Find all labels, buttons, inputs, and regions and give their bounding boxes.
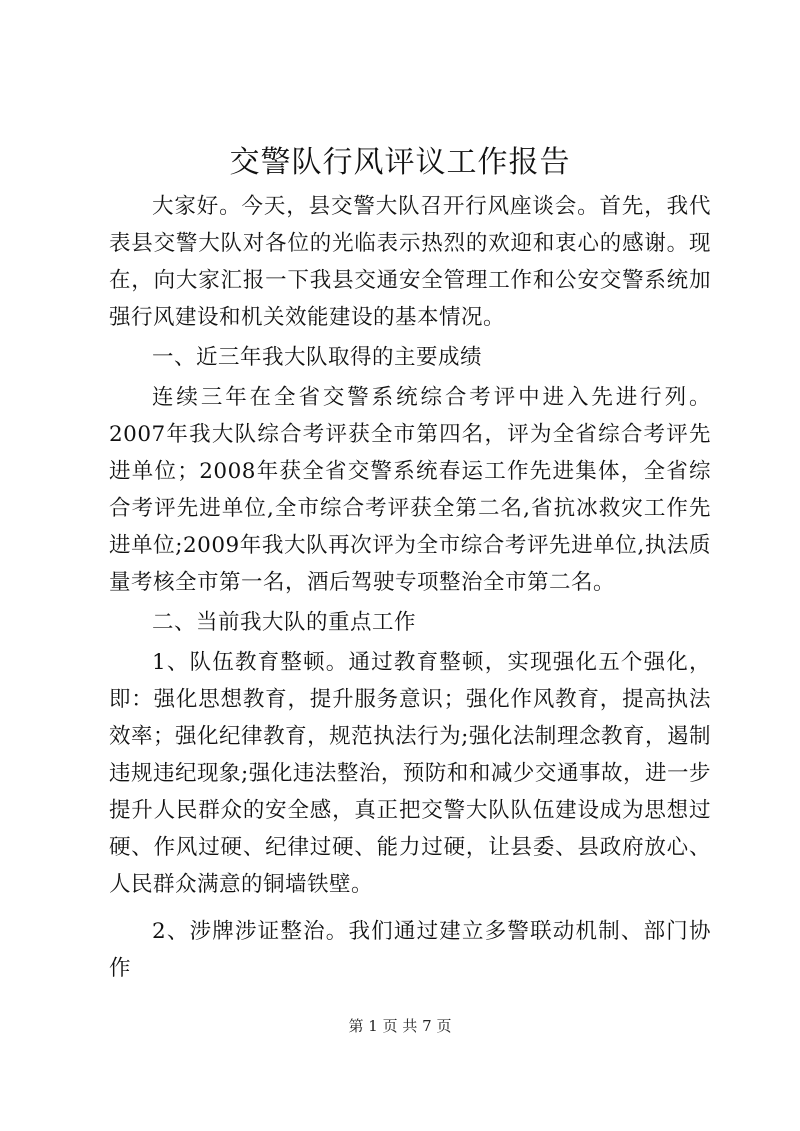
paragraph-plate-license-rectification: 2、涉牌涉证整治。我们通过建立多警联动机制、部门协作 bbox=[109, 919, 711, 981]
section-heading-achievements: 一、近三年我大队取得的主要成绩 bbox=[152, 345, 483, 370]
paragraph-achievements: 连续三年在全省交警系统综合考评中进入先进行列。2007年我大队综合考评获全市第四名，评为全省综合考评先进单位；2008年获全省交警系统春运工作先进集体，全省综合考评先进单位,全市综合考评获全第二名,省抗冰救灾工作先进单位;2009年我大队再次评为全市综合考评先进单位,执法质量考核全市第一名，酒后驾驶专项整治全市第二名。 bbox=[109, 385, 711, 595]
section-heading-key-work: 二、当前我大队的重点工作 bbox=[152, 610, 417, 635]
document-body bbox=[109, 188, 711, 987]
paragraph-intro: 大家好。今天，县交警大队召开行风座谈会。首先，我代表县交警大队对各位的光临表示热烈的欢迎和衷心的感谢。现在，向大家汇报一下我县交通安全管理工作和公安交警系统加强行风建设和机关效能建设的基本情况。 bbox=[109, 194, 711, 330]
page-number-footer: 第 1 页 共 7 页 bbox=[348, 1017, 452, 1035]
paragraph-team-rectification: 1、队伍教育整顿。通过教育整顿，实现强化五个强化，即：强化思想教育，提升服务意识；强化作风教育，提高执法效率；强化纪律教育，规范执法行为;强化法制理念教育，遏制违规违纪现象;强化违法整治，预防和和减少交通事故，进一步提升人民群众的安全感，真正把交警大队队伍建设成为思想过硬、作风过硬、纪律过硬、能力过硬，让县委、县政府放心、人民群众满意的铜墙铁壁。 bbox=[109, 650, 711, 897]
document-title: 交警队行风评议工作报告 bbox=[229, 145, 571, 180]
